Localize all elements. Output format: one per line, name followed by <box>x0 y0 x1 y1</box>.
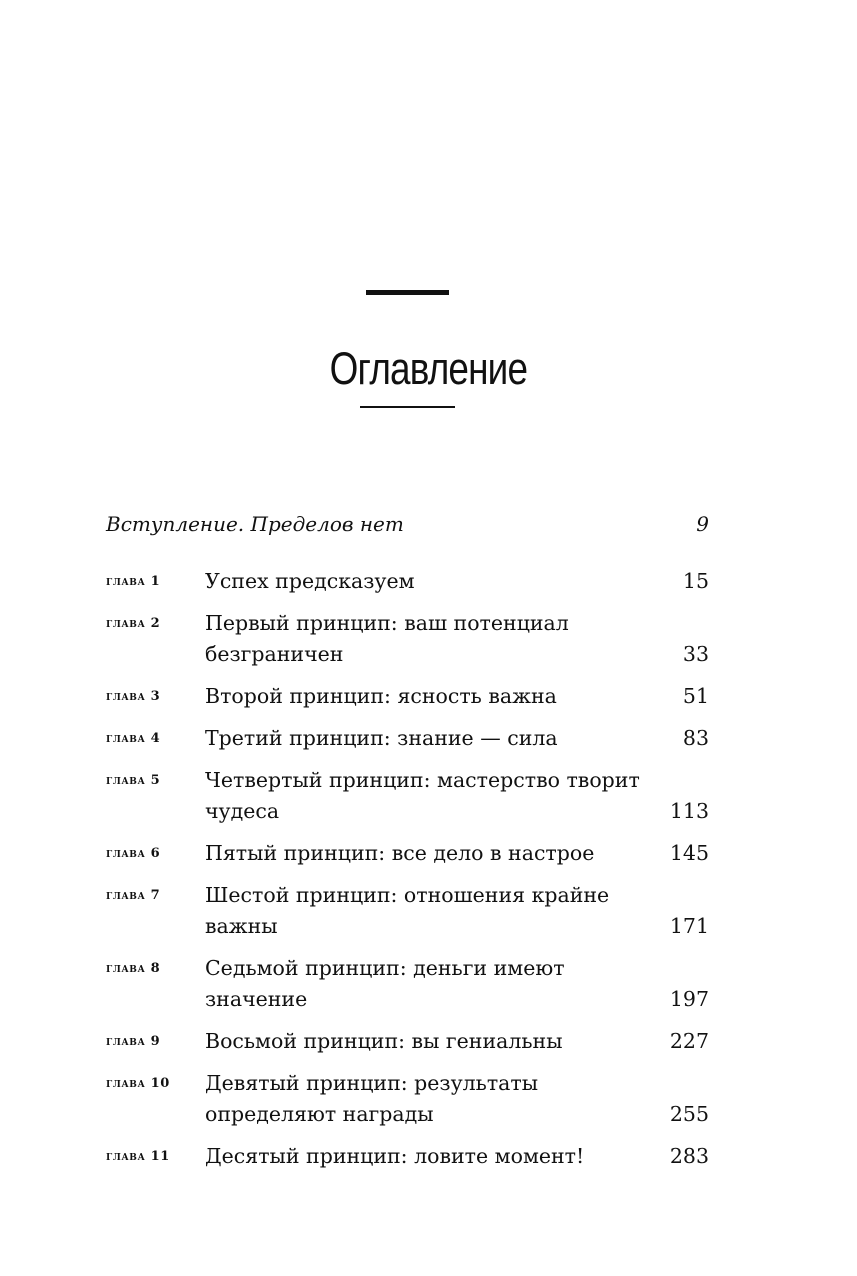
chapter-label: глава 10 <box>106 1076 170 1091</box>
chapter-label: глава 7 <box>106 888 161 903</box>
toc-entry-chapter-8[interactable] <box>106 953 709 1015</box>
toc-entry-page: 15 <box>682 569 709 593</box>
chapter-label: глава 4 <box>106 731 161 746</box>
toc-entry-page: 83 <box>682 726 709 750</box>
top-decorative-rule <box>366 290 449 295</box>
toc-entry-page: 113 <box>669 799 709 823</box>
chapter-label: глава 2 <box>106 616 161 631</box>
page-title: Оглавление <box>329 343 528 394</box>
toc-entry-page: 51 <box>682 684 709 708</box>
toc-entry-page: 145 <box>669 841 709 865</box>
toc-entry-chapter-4[interactable] <box>106 723 709 754</box>
toc-entry-chapter-6[interactable] <box>106 838 709 869</box>
toc-entry-page: 9 <box>696 512 709 536</box>
table-of-contents <box>106 512 709 1183</box>
toc-entry-title: Десятый принцип: ловите момент! <box>205 1144 585 1168</box>
toc-entry-title: Вступление. Пределов нет <box>106 512 404 536</box>
toc-entry-page: 171 <box>669 914 709 938</box>
toc-entry-chapter-2[interactable] <box>106 608 709 670</box>
toc-entry-page: 197 <box>669 987 709 1011</box>
toc-entry-title: Пятый принцип: все дело в настрое <box>205 841 595 865</box>
toc-entry-title: Второй принцип: ясность важна <box>205 684 557 708</box>
toc-entry-page: 283 <box>669 1144 709 1168</box>
chapter-label: глава 9 <box>106 1034 161 1049</box>
toc-entry-chapter-9[interactable] <box>106 1026 709 1057</box>
toc-entry-intro[interactable] <box>106 512 709 548</box>
chapter-label: глава 3 <box>106 689 161 704</box>
toc-entry-chapter-1[interactable] <box>106 566 709 597</box>
toc-entry-title: Успех предсказуем <box>205 569 415 593</box>
toc-entry-title: Девятый принцип: результаты определяют награды <box>205 1071 539 1126</box>
toc-entry-title: Третий принцип: знание — сила <box>205 726 558 750</box>
toc-entry-page: 33 <box>682 642 709 666</box>
chapter-label: глава 6 <box>106 846 161 861</box>
toc-entry-title: Восьмой принцип: вы гениальны <box>205 1029 563 1053</box>
toc-entry-page: 227 <box>669 1029 709 1053</box>
toc-entry-chapter-10[interactable] <box>106 1068 709 1130</box>
toc-entry-title: Четвертый принцип: мастерство творит чудеса <box>205 768 640 823</box>
toc-entry-chapter-7[interactable] <box>106 880 709 942</box>
toc-entry-title: Первый принцип: ваш потенциал безграничен <box>205 611 569 666</box>
toc-entry-title: Седьмой принцип: деньги имеют значение <box>205 956 565 1011</box>
chapter-label: глава 11 <box>106 1149 170 1164</box>
chapter-label: глава 5 <box>106 773 161 788</box>
toc-entry-chapter-5[interactable] <box>106 765 709 827</box>
toc-entry-chapter-11[interactable] <box>106 1141 709 1172</box>
chapter-label: глава 8 <box>106 961 161 976</box>
chapter-label: глава 1 <box>106 574 161 589</box>
toc-entry-chapter-3[interactable] <box>106 681 709 712</box>
toc-entry-title: Шестой принцип: отношения крайне важны <box>205 883 610 938</box>
title-underline <box>360 406 455 408</box>
toc-entry-page: 255 <box>669 1102 709 1126</box>
